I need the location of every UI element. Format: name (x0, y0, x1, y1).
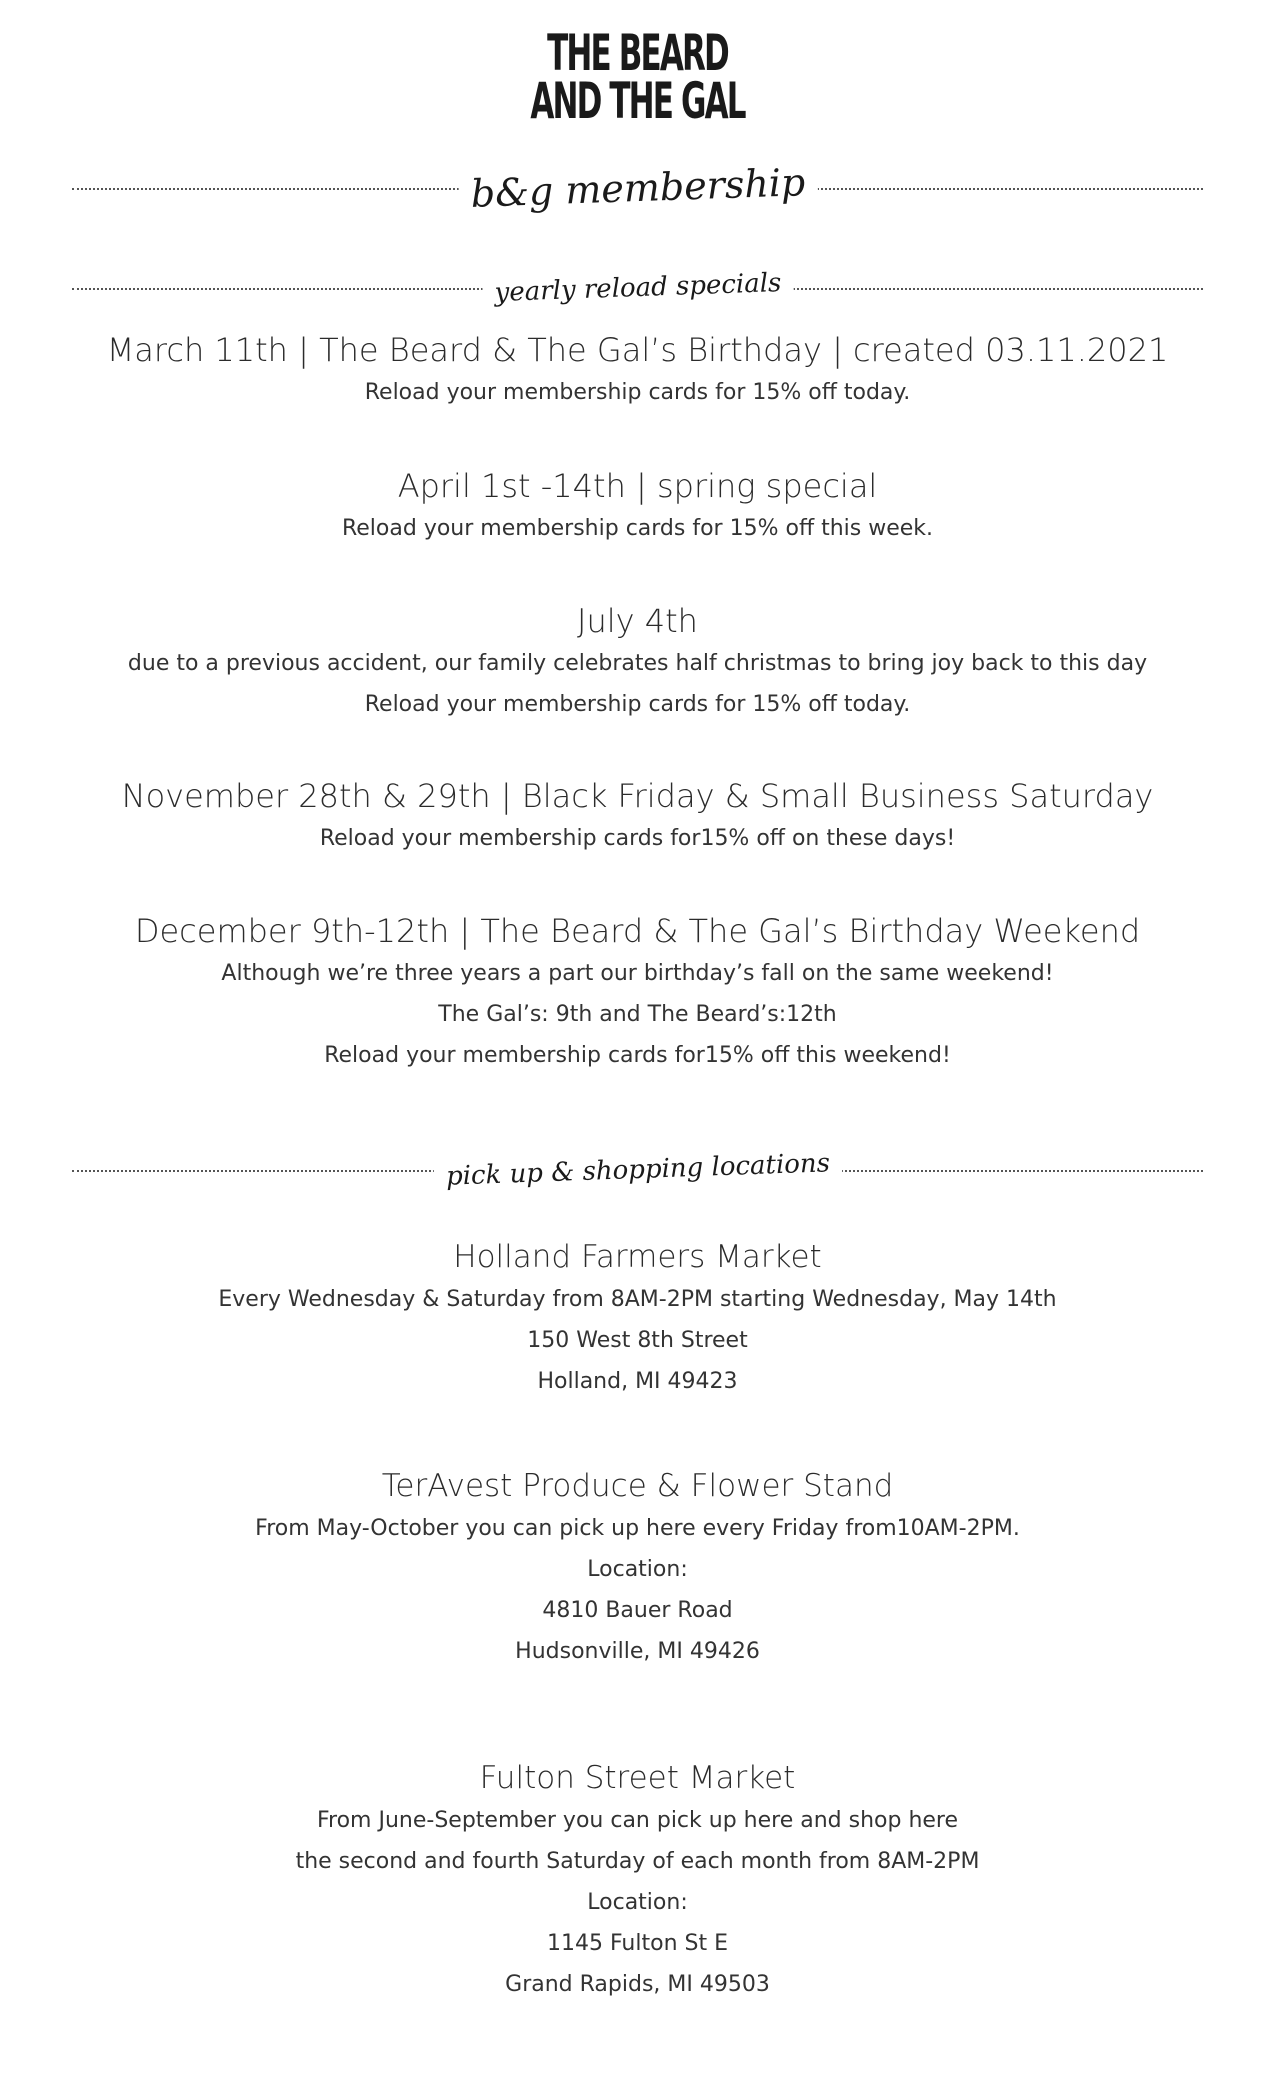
special-heading: April 1st -14th | spring special (397, 467, 878, 505)
location-line: From June-September you can pick up here and shop here (316, 1808, 959, 1833)
locations-title: pick up & shopping locations (433, 1148, 842, 1192)
location-line: Every Wednesday & Saturday from 8AM-2PM starting Wednesday, May 14th (218, 1287, 1057, 1312)
location-line: From May-October you can pick up here every Friday from10AM-2PM. (255, 1516, 1020, 1541)
location-line: 4810 Bauer Road (542, 1598, 733, 1623)
location-fulton (0, 1756, 1275, 2005)
special-heading: March 11th | The Beard & The Gal’s Birthday | created 03.11.2021 (106, 331, 1169, 369)
location-teravest (0, 1464, 1275, 1672)
special-heading: July 4th (577, 602, 698, 640)
location-holland (0, 1235, 1275, 1402)
special-april (0, 464, 1275, 549)
special-march (0, 328, 1275, 413)
location-line: 1145 Fulton St E (547, 1931, 728, 1956)
location-line: Hudsonville, MI 49426 (515, 1639, 760, 1664)
reload-specials-divider (72, 268, 1203, 308)
locations-divider (72, 1150, 1203, 1190)
logo-line-2: AND THE GAL (530, 71, 745, 130)
location-line: the second and fourth Saturday of each month from 8AM-2PM (295, 1849, 980, 1874)
special-line: Reload your membership cards for 15% off today. (364, 380, 911, 405)
special-heading: November 28th & 29th | Black Friday & Small Business Saturday (121, 777, 1154, 815)
special-line: due to a previous accident, our family celebrates half christmas to bring joy back to this day (127, 651, 1148, 676)
location-line: Grand Rapids, MI 49503 (505, 1972, 770, 1997)
location-line: Location: (587, 1557, 688, 1582)
logo-line-1: THE BEARD (547, 24, 728, 82)
location-name: Holland Farmers Market (453, 1239, 822, 1275)
special-december (0, 909, 1275, 1076)
location-name: Fulton Street Market (479, 1760, 796, 1796)
location-name: TerAvest Produce & Flower Stand (381, 1468, 894, 1504)
special-line: The Gal’s: 9th and The Beard’s:12th (438, 1002, 837, 1027)
reload-specials-subtitle: yearly reload specials (482, 268, 794, 309)
special-line: Reload your membership cards for15% off on these days! (319, 826, 956, 851)
special-line: Reload your membership cards for15% off this weekend! (324, 1043, 951, 1068)
special-line: Reload your membership cards for 15% off today. (364, 692, 911, 717)
location-line: Location: (587, 1890, 688, 1915)
membership-divider (72, 160, 1203, 216)
special-line: Although we’re three years a part our birthday’s fall on the same weekend! (221, 961, 1054, 986)
special-heading: December 9th-12th | The Beard & The Gal’s Birthday Weekend (134, 912, 1141, 950)
location-line: 150 West 8th Street (527, 1328, 748, 1353)
special-november (0, 774, 1275, 859)
special-july (0, 599, 1275, 725)
brand-logo (0, 24, 1275, 130)
membership-title: b&g membership (458, 160, 818, 216)
special-line: Reload your membership cards for 15% off this week. (341, 516, 934, 541)
location-line: Holland, MI 49423 (537, 1369, 738, 1394)
